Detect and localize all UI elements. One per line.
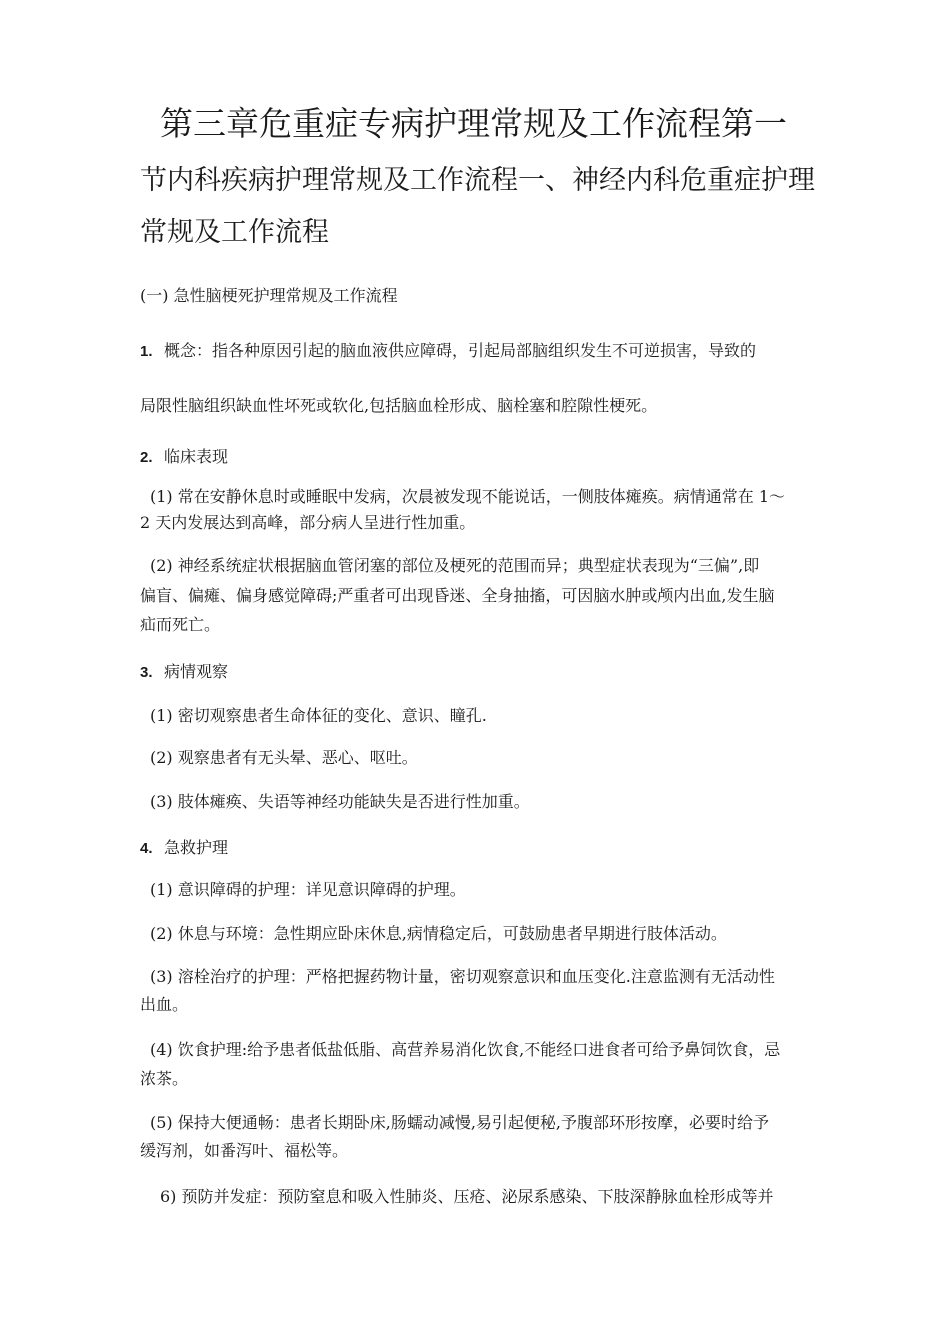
item-3 [140,661,228,684]
nursing-3-line-2: 出血。 [140,995,189,1014]
observation-1: (1) 密切观察患者生命体征的变化、意识、瞳孔. [150,706,487,725]
item-number: 4. [140,840,153,857]
title-line-3: 常规及工作流程 [140,217,329,248]
clinical-para-2-line-1: (2) 神经系统症状根据脑血管闭塞的部位及梗死的范围而异；典型症状表现为“三偏”,即 [150,556,760,575]
observation-2: (2) 观察患者有无头晕、恶心、呕吐。 [150,748,418,767]
item-text: 概念：指各种原因引起的脑血液供应障碍，引起局部脑组织发生不可逆损害，导致的 [164,341,757,360]
item-number: 1. [140,343,153,360]
item-1 [140,340,756,363]
item-4 [140,837,228,860]
item-number: 2. [140,449,153,466]
subsection-heading: (一) 急性脑梗死护理常规及工作流程 [140,286,398,305]
nursing-3-line-1: (3) 溶栓治疗的护理：严格把握药物计量，密切观察意识和血压变化.注意监测有无活动性 [150,967,775,986]
clinical-para-1-line-1: (1) 常在安静休息时或睡眠中发病，次晨被发现不能说话，一侧肢体瘫痪。病情通常在 1〜 [150,487,786,506]
item-text: 临床表现 [164,447,229,466]
nursing-5-line-1: (5) 保持大便通畅：患者长期卧床,肠蠕动减慢,易引起便秘,予腹部环形按摩，必要时给予 [150,1113,770,1132]
observation-3: (3) 肢体瘫痪、失语等神经功能缺失是否进行性加重。 [150,792,530,811]
item-2 [140,446,228,469]
title-line-1: 第三章危重症专病护理常规及工作流程第一 [160,104,787,143]
nursing-6-line-1: 6) 预防并发症：预防窒息和吸入性肺炎、压疮、泌尿系感染、下肢深静脉血栓形成等并 [160,1187,774,1206]
item-number: 3. [140,664,153,681]
clinical-para-2-line-2: 偏盲、偏瘫、偏身感觉障碍;严重者可出现昏迷、全身抽搐，可因脑水肿或颅内出血,发生脑 [140,586,775,605]
clinical-para-1-line-2: 2 天内发展达到高峰，部分病人呈进行性加重。 [140,513,476,532]
nursing-1: (1) 意识障碍的护理：详见意识障碍的护理。 [150,880,466,899]
item-text: 病情观察 [164,662,229,681]
clinical-para-2-line-3: 疝而死亡。 [140,615,221,634]
nursing-4-line-2: 浓茶。 [140,1069,189,1088]
title-line-2: 节内科疾病护理常规及工作流程一、神经内科危重症护理 [140,165,815,196]
item-text: 急救护理 [164,838,229,857]
nursing-2: (2) 休息与环境：急性期应卧床休息,病情稳定后，可鼓励患者早期进行肢体活动。 [150,924,727,943]
item-1-continuation: 局限性脑组织缺血性坏死或软化,包括脑血栓形成、脑栓塞和腔隙性梗死。 [140,396,658,415]
nursing-4-line-1: (4) 饮食护理:给予患者低盐低脂、高营养易消化饮食,不能经口进食者可给予鼻饲饮食，忌 [150,1040,781,1059]
nursing-5-line-2: 缓泻剂，如番泻叶、福松等。 [140,1141,349,1160]
